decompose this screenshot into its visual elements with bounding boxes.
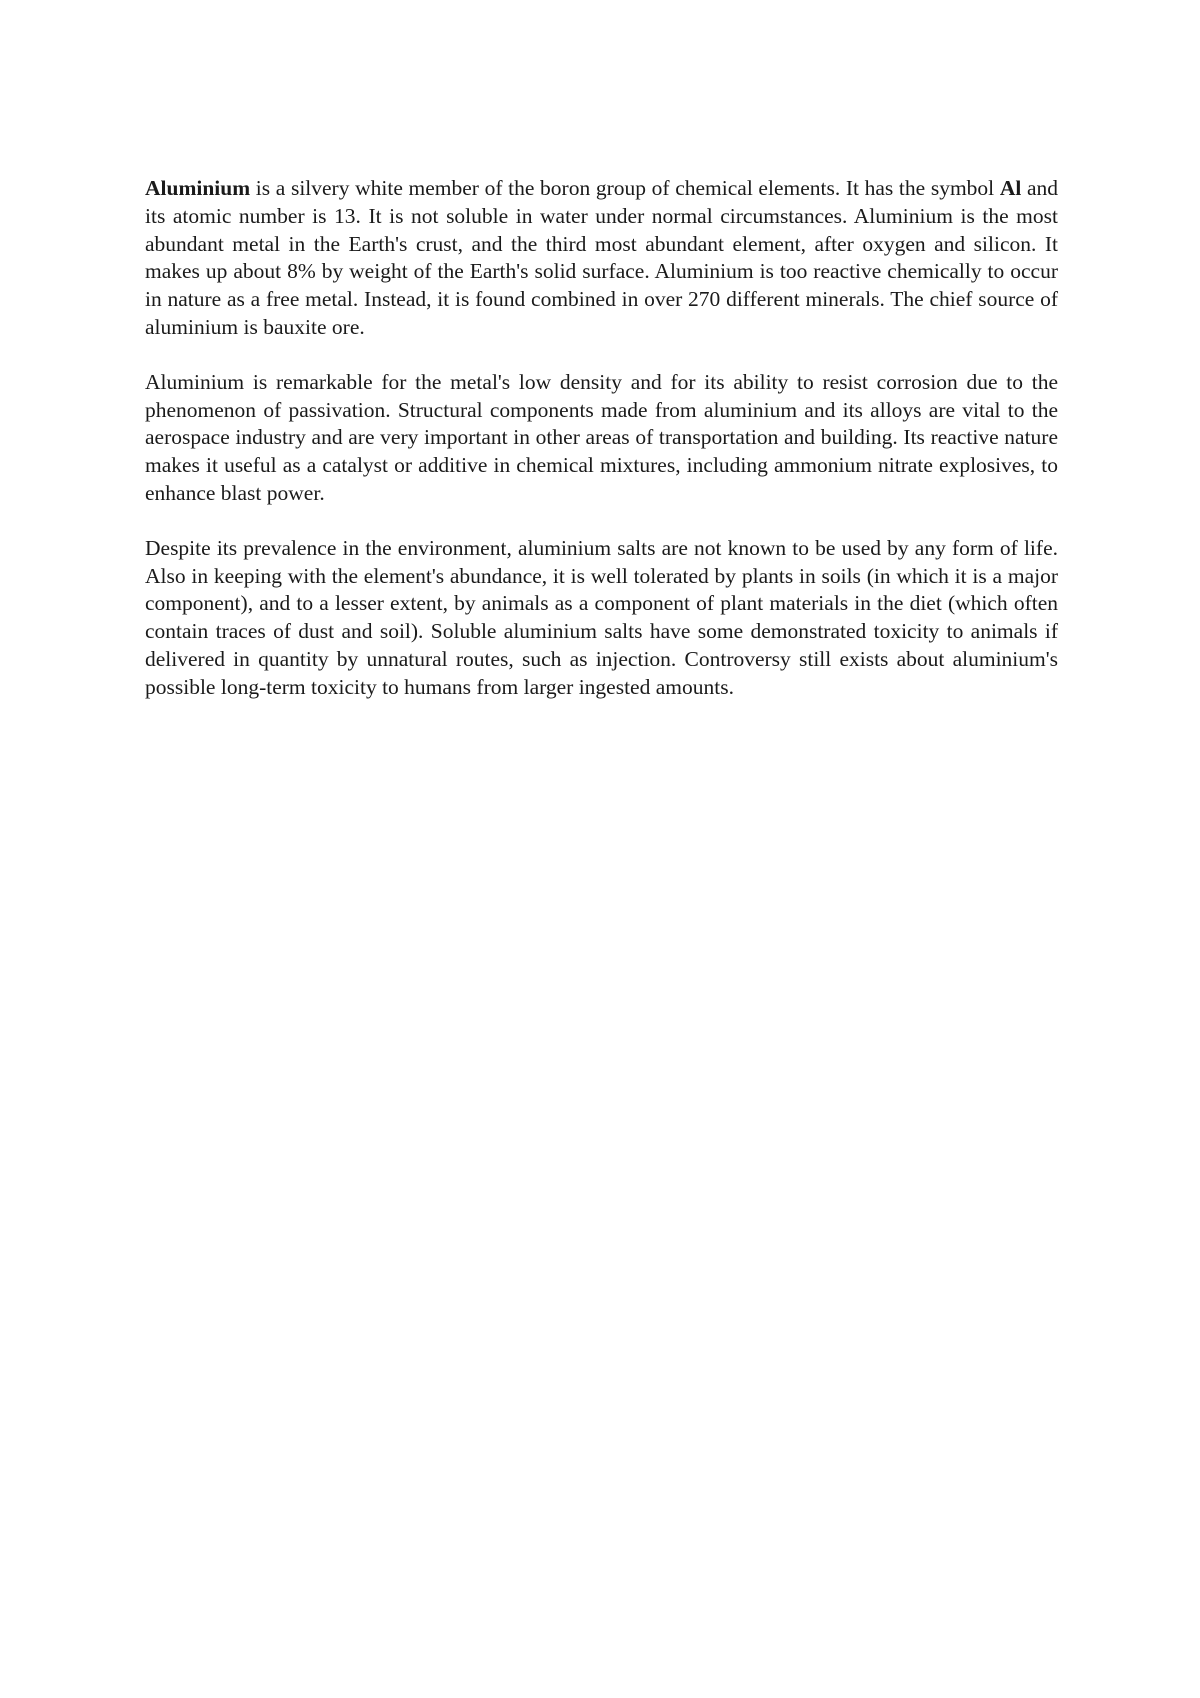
paragraph-2: Aluminium is remarkable for the metal's low density and for its ability to resist corrosion due to the phenomenon of passivation. Structural components made from aluminium and its alloys are vital to the aerospace industry and are very important in other areas of transportation and building. Its reactive nature makes it useful as a catalyst or additive in chemical mixtures, including ammonium nitrate explosives, to enhance blast power. [145, 369, 1058, 505]
paragraph-3: Despite its prevalence in the environment, aluminium salts are not known to be used by any form of life. Also in keeping with the element's abundance, it is well tolerated by plants in soils (in which it is a major component), and to a lesser extent, by animals as a component of plant materials in the diet (which often contain traces of dust and soil). Soluble aluminium salts have some demonstrated toxicity to animals if delivered in quantity by unnatural routes, such as injection. Controversy still exists about aluminium's possible long-term toxicity to humans from larger ingested amounts. [145, 535, 1058, 699]
element-symbol: Al [999, 176, 1022, 200]
document-body [145, 175, 1058, 729]
paragraph-1 [145, 175, 1058, 342]
paragraph-1-text-part-1: is a silvery white member of the boron group of chemical elements. It has the symbol [250, 176, 1000, 200]
term-aluminium: Aluminium [145, 176, 251, 200]
paragraph-1-text-part-2: and its atomic number is 13. It is not soluble in water under normal circumstances. Aluminium is the most abundant metal in the Earth's crust, and the third most abundant element, after oxygen and silicon. It makes up about 8% by weight of the Earth's solid surface. Aluminium is too reactive chemically to occur in nature as a free metal. Instead, it is found combined in over 270 different minerals. The chief source of aluminium is bauxite ore. [145, 176, 1058, 339]
